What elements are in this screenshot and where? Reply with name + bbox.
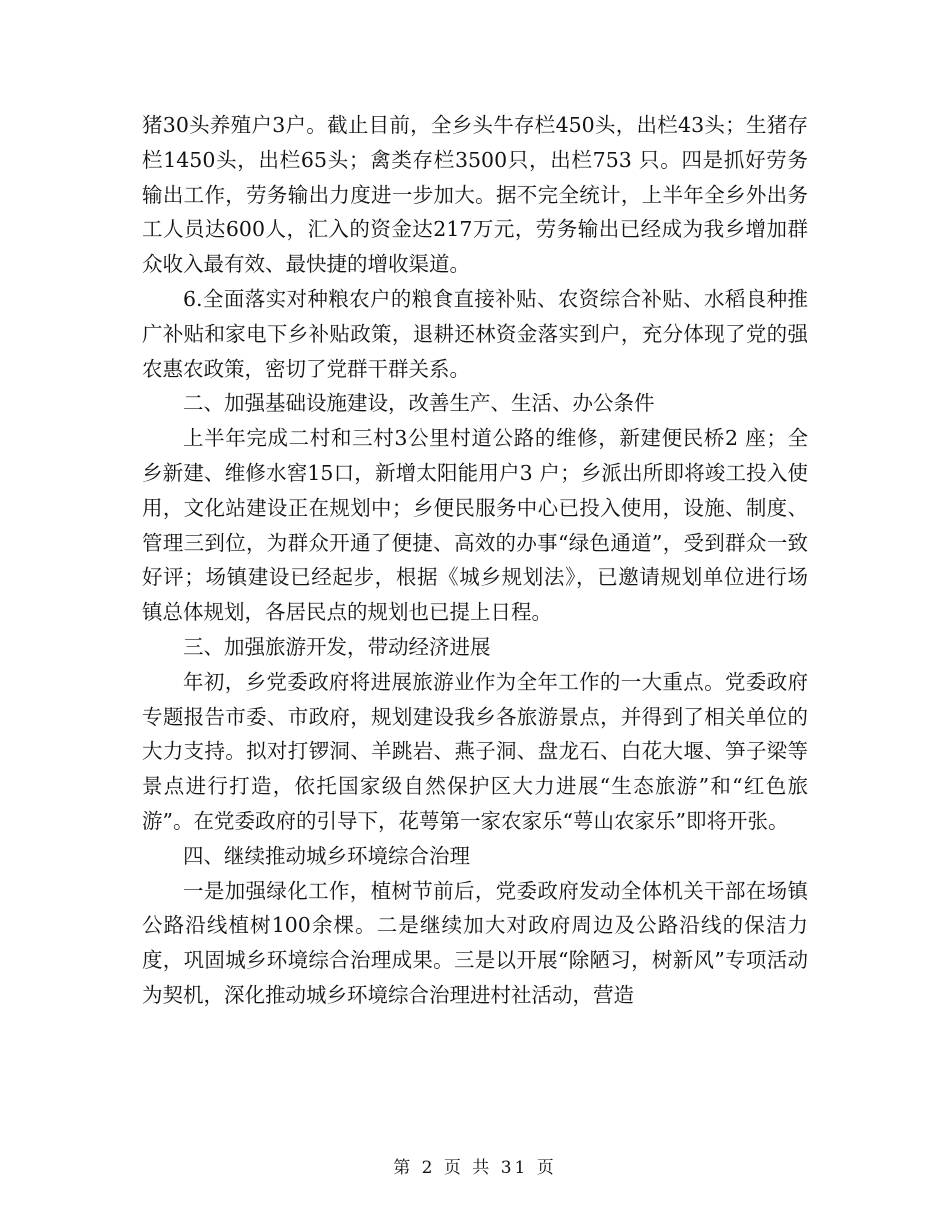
section-heading-infrastructure: 二、加强基础设施建设，改善生产、生活、办公条件 — [183, 391, 655, 416]
paragraph-environment: 一是加强绿化工作，植树节前后，党委政府发动全体机关干部在场镇公路沿线植树100余棵。二是继续加大对政府周边及公路沿线的保洁力度，巩固城乡环境综合治理成果。三是以开展“除陋习，树新风”专项活动为契机，深化推动城乡环境综合治理进村社活动，营造 — [142, 878, 808, 1007]
section-heading-tourism: 三、加强旅游开发，带动经济进展 — [183, 634, 491, 659]
paragraph-tourism: 年初，乡党委政府将进展旅游业作为全年工作的一大重点。党委政府专题报告市委、市政府，规划建设我乡各旅游景点，并得到了相关单位的大力支持。拟对打锣洞、羊跳岩、燕子洞、盘龙石、白花大堰、笋子梁等景点进行打造，依托国家级自然保护区大力进展“生态旅游”和“红色旅游”。在党委政府的引导下，花萼第一家农家乐“萼山农家乐”即将开张。 — [142, 669, 808, 833]
paragraph-livestock-labor: 猪30头养殖户3户。截止目前，全乡头牛存栏450头，出栏43头；生猪存栏1450头，出栏65头；禽类存栏3500只，出栏753 只。四是抓好劳务输出工作，劳务输出力度进一步加大。据不完全统计，上半年全乡外出务工人员达600人，汇入的资金达217万元，劳务输出已经成为我乡增加群众收入最有效、最快捷的增收渠道。 — [142, 113, 808, 277]
paragraph-infrastructure: 上半年完成二村和三村3公里村道公路的维修，新建便民桥2 座；全乡新建、维修水窖15口，新增太阳能用户3 户；乡派出所即将竣工投入使用，文化站建设正在规划中；乡便民服务中心已投入使用，设施、制度、管理三到位，为群众开通了便捷、高效的办事“绿色通道”，受到群众一致好评；场镇建设已经起步，根据《城乡规划法》，已邀请规划单位进行场镇总体规划，各居民点的规划也已提上日程。 — [142, 426, 808, 625]
section-heading-environment: 四、继续推动城乡环境综合治理 — [183, 843, 470, 868]
document-body — [142, 108, 808, 1013]
page-number-footer: 第 2 页 共 31 页 — [393, 1158, 557, 1178]
paragraph-subsidy-policy: 6.全面落实对种粮农户的粮食直接补贴、农资综合补贴、水稻良种推广补贴和家电下乡补贴政策，退耕还林资金落实到户，充分体现了党的强农惠农政策，密切了党群干群关系。 — [142, 286, 808, 381]
